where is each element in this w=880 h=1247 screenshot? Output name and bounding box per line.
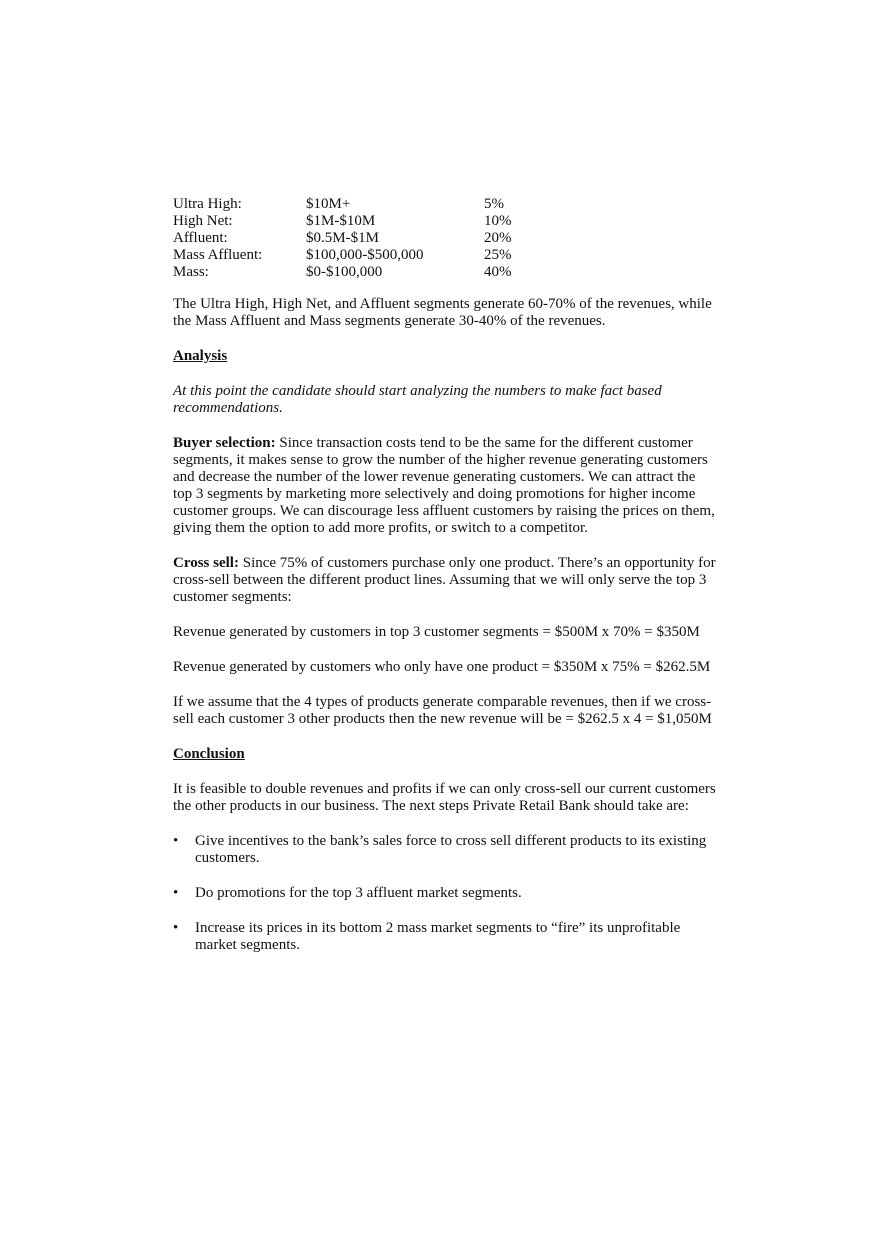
segment-share: 5% [484, 196, 504, 212]
conclusion-intro: It is feasible to double revenues and profits if we can only cross-sell our current customers the other products in our business. The next steps Private Retail Bank should take are: [173, 781, 716, 814]
analysis-heading: Analysis [173, 348, 228, 364]
table-row [173, 247, 544, 264]
calculation-new-revenue: If we assume that the 4 types of products generate comparable revenues, then if we cross-sell each customer 3 other products then the new revenue will be = $262.5 x 4 = $1,050M [173, 694, 712, 727]
cross-sell-label: Cross sell: [173, 555, 239, 571]
segment-share: 40% [484, 264, 512, 280]
list-item [173, 833, 718, 867]
table-row [173, 213, 544, 230]
segment-range: $0-$100,000 [306, 264, 383, 280]
next-steps-list [173, 833, 718, 954]
bullet-icon: • [173, 833, 179, 849]
calculation-one-product: Revenue generated by customers who only have one product = $350M x 75% = $262.5M [173, 659, 711, 675]
list-item-text: Do promotions for the top 3 affluent market segments. [195, 885, 522, 901]
segment-name: Ultra High: [173, 196, 242, 212]
document-page [173, 196, 718, 972]
segment-share: 20% [484, 230, 512, 246]
segment-name: Mass: [173, 264, 209, 280]
segment-share: 10% [484, 213, 512, 229]
segment-name: High Net: [173, 213, 233, 229]
bullet-icon: • [173, 885, 179, 901]
analysis-intro: At this point the candidate should start analyzing the numbers to make fact based recommendations. [173, 383, 662, 416]
list-item-text: Give incentives to the bank’s sales force to cross sell different products to its existing customers. [195, 833, 707, 866]
bullet-icon: • [173, 920, 179, 936]
segment-range: $0.5M-$1M [306, 230, 379, 246]
buyer-selection-paragraph [173, 435, 718, 537]
list-item [173, 920, 718, 954]
table-row [173, 264, 544, 281]
calculation-top3: Revenue generated by customers in top 3 customer segments = $500M x 70% = $350M [173, 624, 700, 640]
cross-sell-text: Since 75% of customers purchase only one product. There’s an opportunity for cross-sell between the different product lines. Assuming that we will only serve the top 3 customer segments: [173, 555, 716, 605]
segment-share: 25% [484, 247, 512, 263]
segment-range: $1M-$10M [306, 213, 376, 229]
revenue-split-paragraph: The Ultra High, High Net, and Affluent segments generate 60-70% of the revenues, while the Mass Affluent and Mass segments generate 30-40% of the revenues. [173, 296, 712, 329]
segment-table [173, 196, 544, 281]
list-item-text: Increase its prices in its bottom 2 mass market segments to “fire” its unprofitable market segments. [195, 920, 681, 953]
buyer-selection-text: Since transaction costs tend to be the same for the different customer segments, it makes sense to grow the number of the higher revenue generating customers and decrease the number of the lower revenue generating customers. We can attract the top 3 segments by marketing more selectively and doing promotions for higher income customer groups. We can discourage less affluent customers by raising the prices on them, giving them the option to add more profits, or switch to a competitor. [173, 435, 715, 536]
list-item [173, 885, 718, 902]
segment-range: $100,000-$500,000 [306, 247, 424, 263]
segment-name: Affluent: [173, 230, 228, 246]
segment-name: Mass Affluent: [173, 247, 263, 263]
table-row [173, 196, 544, 213]
table-row [173, 230, 544, 247]
conclusion-heading: Conclusion [173, 746, 245, 762]
buyer-selection-label: Buyer selection: [173, 435, 276, 451]
segment-range: $10M+ [306, 196, 351, 212]
cross-sell-paragraph [173, 555, 718, 606]
